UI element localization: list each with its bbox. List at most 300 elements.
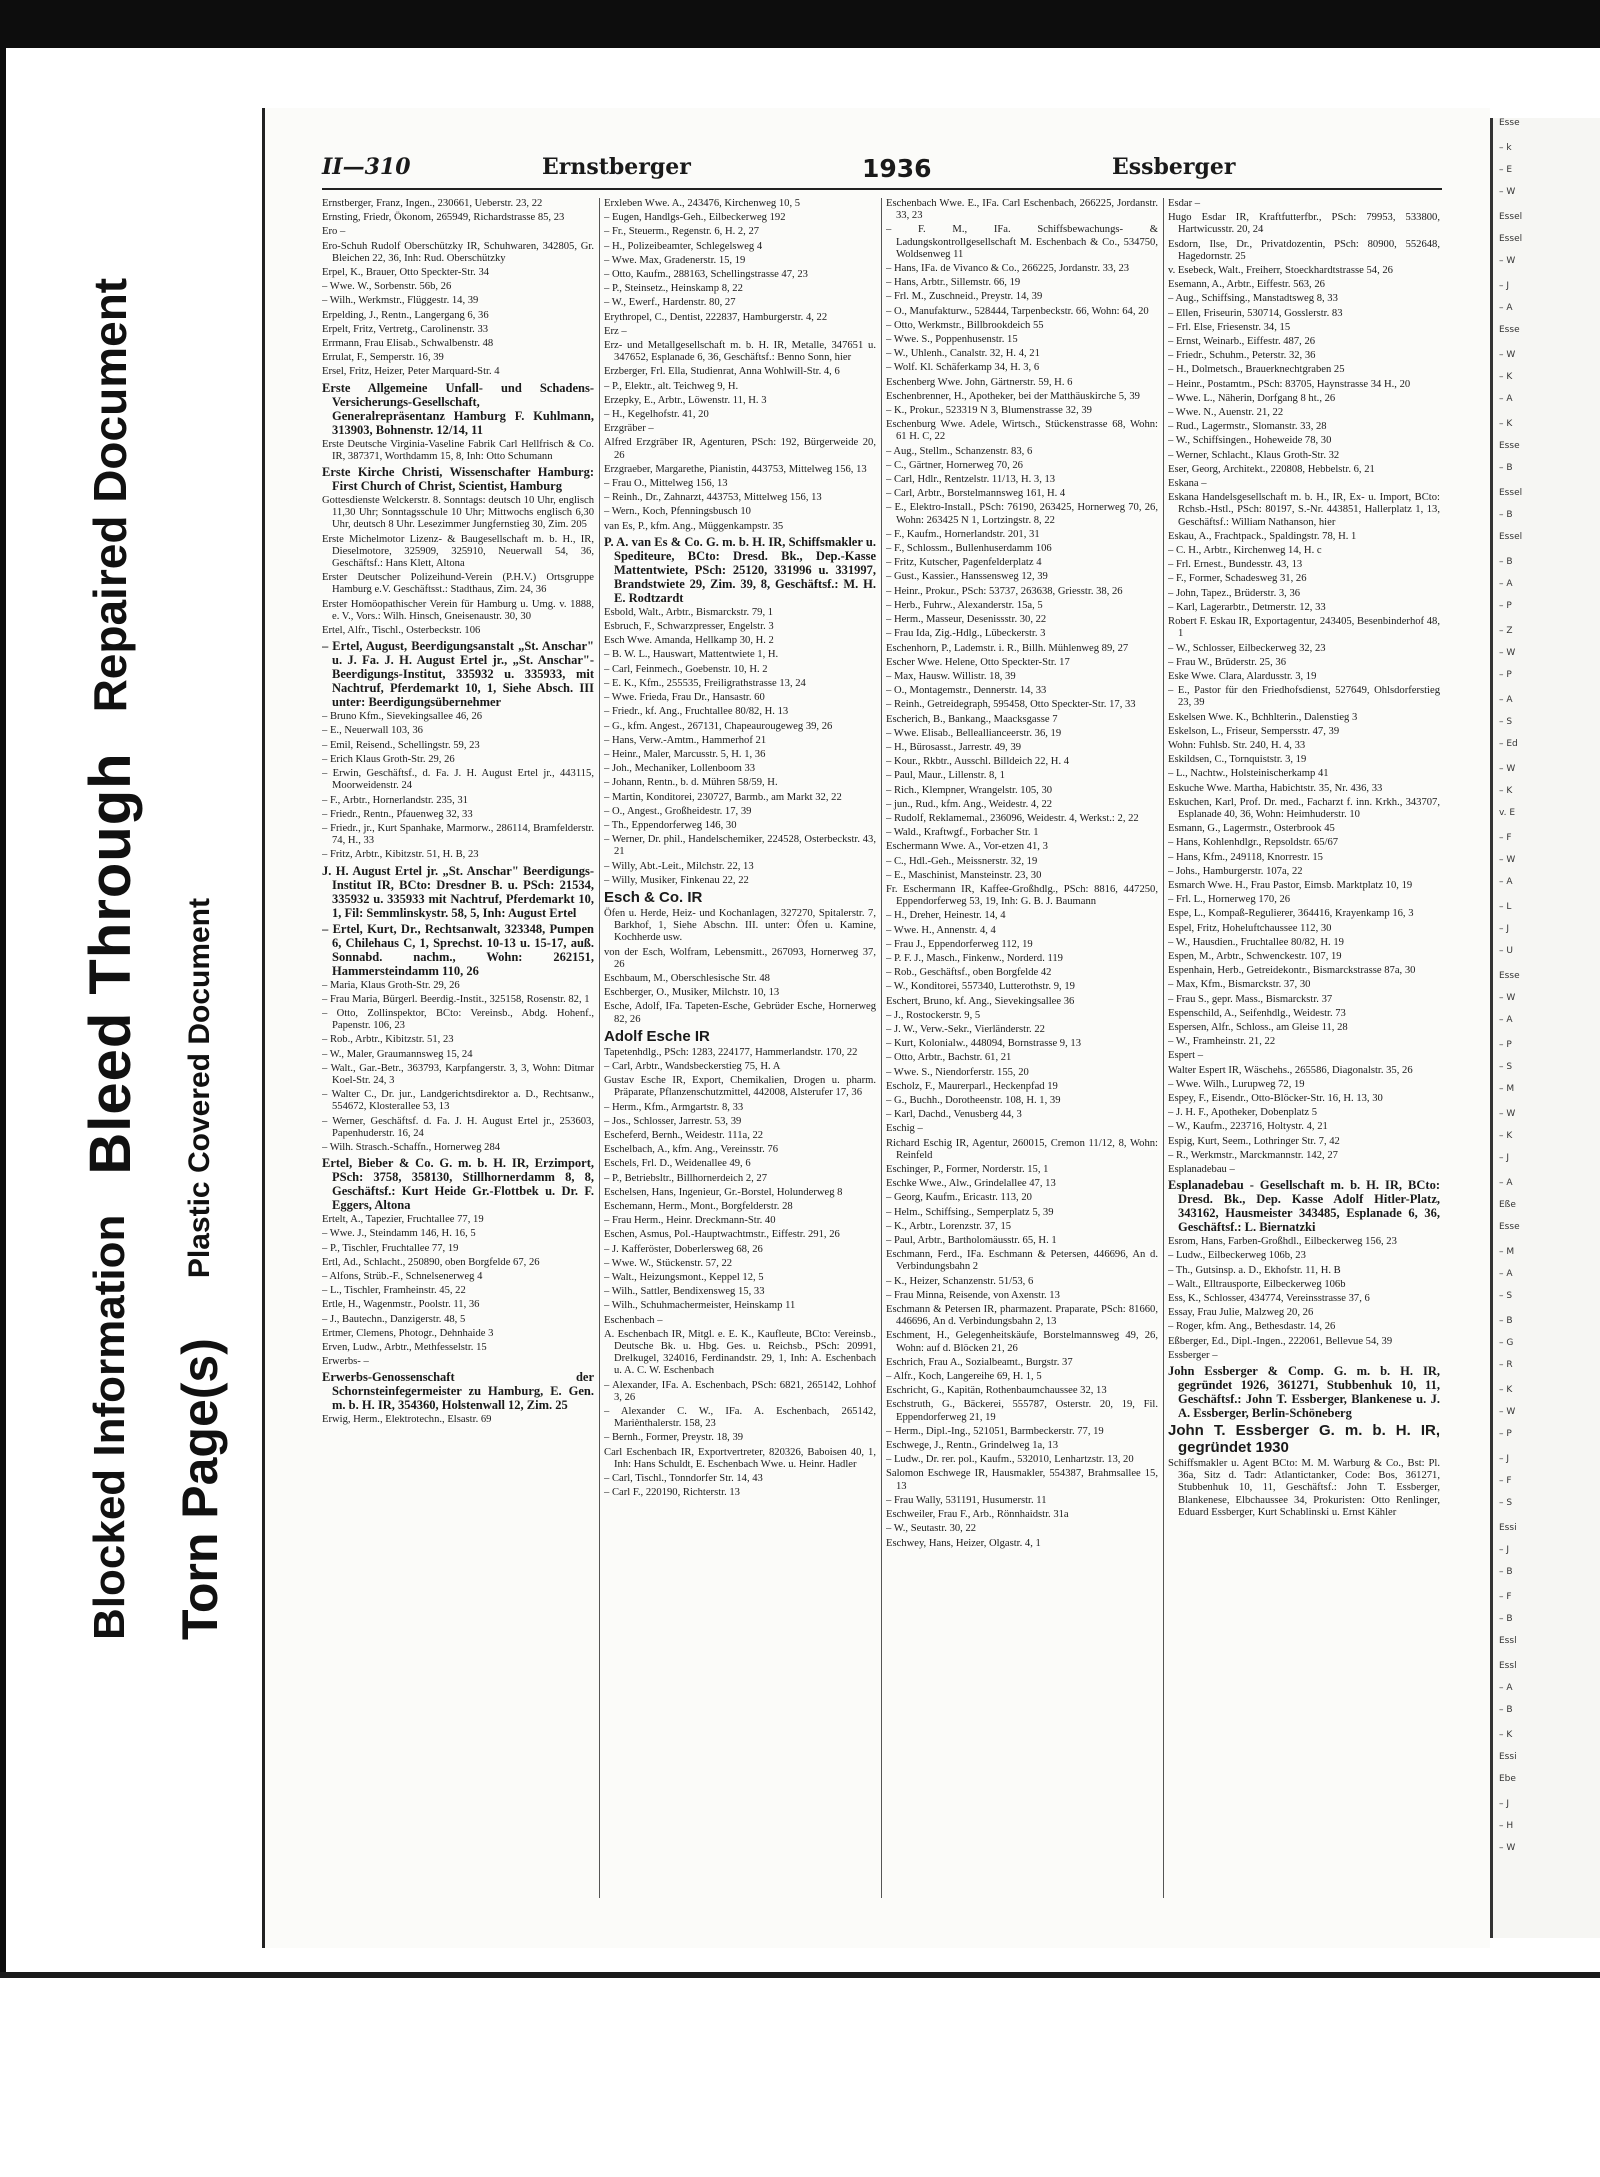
directory-entry: Espersen, Alfr., Schloss., am Gleise 11, 28 <box>1168 1021 1348 1033</box>
directory-entry: Esch & Co. IR <box>604 888 703 906</box>
directory-entry: Espe, L., Kompaß-Regulierer, 364416, Krayenkamp 16, 3 <box>1168 908 1414 920</box>
directory-entry: – Aug., Stellm., Schanzenstr. 83, 6 <box>886 445 1033 457</box>
directory-entry: Eschermann Wwe. A., Vor-etzen 41, 3 <box>886 841 1048 853</box>
neighbor-fragment-line: – K <box>1499 372 1513 382</box>
directory-entry: Erz – <box>604 325 627 337</box>
directory-entry: Eschment, H., Gelegenheitskäufe, Borstelmannsweg 49, 26, Wohn: auf d. Blöcken 21, 26 <box>886 1330 1158 1354</box>
directory-entry: Espig, Kurt, Seem., Lothringer Str. 7, 42 <box>1168 1135 1340 1147</box>
directory-entry: Essay, Frau Julie, Malzweg 20, 26 <box>1168 1307 1314 1319</box>
directory-entry: Erxleben Wwe. A., 243476, Kirchenweg 10, 5 <box>604 198 801 209</box>
directory-entry: – Carl, Tischl., Tonndorfer Str. 14, 43 <box>604 1473 763 1485</box>
directory-entry: Eschinger, P., Former, Norderstr. 15, 1 <box>886 1164 1049 1176</box>
directory-entry: – E., Pastor für den Friedhofsdienst, 527649, Ohlsdorferstieg 23, 39 <box>1168 685 1440 709</box>
neighbor-fragment-line: – J <box>1499 924 1510 934</box>
directory-entry: Erwig, Herm., Elektrotechn., Elsastr. 69 <box>322 1414 492 1426</box>
directory-entry: Eskelsen Wwe. K., Bchhlterin., Dalenstieg 3 <box>1168 711 1358 723</box>
directory-entry: Tapetenhdlg., PSch: 1283, 224177, Hammerlandstr. 170, 22 <box>604 1046 858 1058</box>
directory-entry: – H., Polizeibeamter, Schlegelsweg 4 <box>604 240 763 252</box>
directory-entry: Eschig – <box>886 1123 923 1135</box>
directory-entry: – Ertel, Kurt, Dr., Rechtsanwalt, 323348, Pumpen 6, Chilehaus C, 1, Sprechst. 10-13 u. 15-17, auß. Sonnabd. nachm., Wohn: 262151, Hammersteindamm 110, 26 <box>322 921 594 978</box>
directory-entry: Espenhain, Herb., Getreidekontr., Bismarckstrasse 87a, 30 <box>1168 965 1416 977</box>
directory-entry: – Rud., Lagermstr., Slomanstr. 33, 28 <box>1168 421 1327 433</box>
directory-entry: – Hans, Kfm., 249118, Knorrestr. 15 <box>1168 851 1323 863</box>
directory-entry: – Frau J., Eppendorferweg 112, 19 <box>886 938 1033 950</box>
directory-entry: – K., Heizer, Schanzenstr. 51/53, 6 <box>886 1275 1034 1287</box>
directory-entry: Eschert, Bruno, kf. Ang., Sievekingsallee 36 <box>886 995 1075 1007</box>
directory-entry: – Alfr., Koch, Langereihe 69, H. 1, 5 <box>886 1371 1042 1383</box>
neighbor-fragment-line: – F <box>1499 833 1512 843</box>
neighbor-fragment-line: – J <box>1499 281 1510 291</box>
directory-entry: Eschwey, Hans, Heizer, Olgastr. 4, 1 <box>886 1537 1041 1549</box>
directory-entry: Esplanadebau - Gesellschaft m. b. H. IR, BCto: Dresd. Bk., Dep. Kasse Adolf Hitler-Platz, 343162, Hausmeister 343485, Esplanade 6, 36, Geschäftsf.: L. Biernatzki <box>1168 1178 1440 1235</box>
neighbor-fragment-line: – J <box>1499 1545 1510 1555</box>
directory-entry: – Willy, Musiker, Finkenau 22, 22 <box>604 874 749 886</box>
directory-entry: Richard Eschig IR, Agentur, 260015, Cremon 11/12, 8, Wohn: Reinfeld <box>886 1137 1158 1161</box>
neighbor-fragment-line: – W <box>1499 648 1516 658</box>
directory-entry: Errmann, Frau Elisab., Schwalbenstr. 48 <box>322 338 494 350</box>
directory-entry: Esdar – <box>1168 198 1201 209</box>
scan-top-band <box>0 0 1600 48</box>
condition-labels <box>60 140 240 1640</box>
neighbor-fragment-line: Essi <box>1499 1752 1517 1762</box>
directory-entry: – Frau Ida, Zig.-Hdlg., Lübeckerstr. 3 <box>886 628 1046 640</box>
directory-entry: – Bernh., Former, Preystr. 18, 39 <box>604 1432 744 1444</box>
directory-entry: – Werner, Geschäftsf. d. Fa. J. H. August Ertel jr., 253603, Papenhuderstr. 16, 24 <box>322 1115 594 1139</box>
header-rule <box>322 188 1442 190</box>
directory-entry: – F., Schlossm., Bullenhuserdamm 106 <box>886 543 1052 555</box>
neighbor-fragment-line: – W <box>1499 764 1516 774</box>
directory-entry: Escheferd, Bernh., Weidestr. 111a, 22 <box>604 1129 764 1141</box>
neighbor-fragment-line: – A <box>1499 1269 1513 1279</box>
neighbor-fragment-line: Essl <box>1499 1636 1517 1646</box>
directory-entry: Espen, M., Arbtr., Schwenckestr. 107, 19 <box>1168 950 1342 962</box>
neighbor-fragment-line: – W <box>1499 993 1516 1003</box>
directory-entry: – Frau O., Mittelweg 156, 13 <box>604 478 728 490</box>
directory-entry: – K., Arbtr., Lorenzstr. 37, 15 <box>886 1220 1012 1232</box>
directory-entry: – Wwe. S., Niendorferstr. 155, 20 <box>886 1066 1029 1078</box>
neighbor-fragment-line: – G <box>1499 1338 1514 1348</box>
directory-entry: – Gust., Kassier., Hanssensweg 12, 39 <box>886 571 1048 583</box>
neighbor-fragment-line: – W <box>1499 855 1516 865</box>
directory-entry: Ess, K., Schlosser, 434774, Vereinsstrasse 37, 6 <box>1168 1293 1370 1305</box>
directory-entry: – J., Bautechn., Danzigerstr. 48, 5 <box>322 1313 466 1325</box>
directory-entry: Erzgraeber, Margarethe, Pianistin, 443753, Mittelweg 156, 13 <box>604 463 867 475</box>
directory-entry: Esch Wwe. Amanda, Hellkamp 30, H. 2 <box>604 635 774 647</box>
directory-entry: – Frl. Else, Friesenstr. 34, 15 <box>1168 321 1291 333</box>
directory-entry: Schiffsmakler u. Agent BCto: M. M. Warburg & Co., Bst: Pl. 36a, Sitz d. Tadr: Atlantictanker, Code: Bos, 361271, Stubbenhuk 10, 11, Geschäftsf.: John T. Essberger, Blankenese, Elbchaussee 34, Prokuristen: Otto Renlinger, Eduard Essberger, Kurt Schablinski u. Ernst Kähler <box>1168 1458 1440 1518</box>
directory-entry: Erste Deutsche Virginia-Vaseline Fabrik Carl Hellfrisch & Co. IR, 387371, Worthdamm 15, 8, Inh: Otto Schumann <box>322 438 594 462</box>
neighbor-fragment-line: – K <box>1499 786 1513 796</box>
directory-entry: – Joh., Mechaniker, Lollenboom 33 <box>604 763 756 775</box>
directory-entry: – Herm., Masseur, Desenissstr. 30, 22 <box>886 614 1047 626</box>
neighbor-fragment-line: – A <box>1499 1683 1513 1693</box>
directory-entry: – H., Dreher, Heinestr. 14, 4 <box>886 910 1006 922</box>
directory-entry: – O., Angest., Großheidestr. 17, 39 <box>604 805 752 817</box>
directory-entry: – W., Kaufm., 223716, Holtystr. 4, 21 <box>1168 1121 1328 1133</box>
directory-entry: – Herb., Fuhrw., Alexanderstr. 15a, 5 <box>886 599 1043 611</box>
directory-entry: – Reinh., Getreidegraph, 595458, Otto Speckter-Str. 17, 33 <box>886 699 1136 711</box>
directory-entry: – W., Schlosser, Eilbeckerweg 32, 23 <box>1168 642 1326 654</box>
directory-columns <box>322 198 1442 1898</box>
directory-entry: Esche, Adolf, IFa. Tapeten-Esche, Gebrüder Esche, Hornerweg 82, 26 <box>604 1001 876 1025</box>
neighbor-fragment-line: – K <box>1499 419 1513 429</box>
directory-entry: – H., Dolmetsch., Brauerknechtgraben 25 <box>1168 364 1345 376</box>
directory-entry: – Frl. Ernest., Bundesstr. 43, 13 <box>1168 559 1303 571</box>
blocked-information-label: Blocked Information <box>85 1214 134 1640</box>
directory-entry: Erpelt, Fritz, Vertretg., Carolinenstr. 33 <box>322 323 489 335</box>
column-divider <box>599 198 600 1898</box>
directory-entry: – Ellen, Friseurin, 530714, Gosslerstr. 83 <box>1168 307 1343 319</box>
directory-entry: – Hans, Arbtr., Sillemstr. 66, 19 <box>886 277 1021 289</box>
directory-entry: Eske Wwe. Clara, Alardusstr. 3, 19 <box>1168 670 1317 682</box>
directory-entry: Eschenburg Wwe. Adele, Wirtsch., Stückenstrasse 68, Wohn: 61 H. C, 22 <box>886 419 1158 443</box>
directory-entry: – Heinr., Prokur., PSch: 53737, 263638, Griesstr. 38, 26 <box>886 585 1123 597</box>
directory-entry: von der Esch, Wolfram, Lebensmitt., 267093, Hornerweg 37, 26 <box>604 946 876 970</box>
directory-entry: – Jos., Schlosser, Jarrestr. 53, 39 <box>604 1115 742 1127</box>
directory-entry: – Frau Herm., Heinr. Dreckmann-Str. 40 <box>604 1215 776 1227</box>
neighbor-fragment-line: Essel <box>1499 212 1523 222</box>
directory-entry: Esbruch, F., Schwarzpresser, Engelstr. 3 <box>604 621 774 633</box>
directory-entry: – Fritz, Kutscher, Pagenfelderplatz 4 <box>886 557 1042 569</box>
directory-entry: Ernstberger, Franz, Ingen., 230661, Ueberstr. 23, 22 <box>322 198 543 209</box>
neighbor-fragment-line: – B <box>1499 1316 1513 1326</box>
directory-entry: – C., Gärtner, Hornerweg 70, 26 <box>886 459 1023 471</box>
neighbor-fragment-line: – H <box>1499 1821 1514 1831</box>
neighbor-fragment-line: – U <box>1499 946 1513 956</box>
directory-entry: – P., Elektr., alt. Teichweg 9, H. <box>604 380 739 392</box>
directory-entry: Eskildsen, C., Tornquiststr. 3, 19 <box>1168 754 1307 766</box>
directory-entry: Eskau, A., Frachtpack., Spaldingstr. 78, H. 1 <box>1168 530 1357 542</box>
directory-entry: Eßberger, Ed., Dipl.-Ingen., 222061, Bellevue 54, 39 <box>1168 1335 1393 1347</box>
directory-entry: – Frl. M., Zuschneid., Preystr. 14, 39 <box>886 291 1043 303</box>
directory-entry: Eschemann, Herm., Mont., Borgfelderstr. 28 <box>604 1201 793 1212</box>
directory-entry: – W., Hausdien., Fruchtallee 80/82, H. 19 <box>1168 936 1344 948</box>
neighbor-fragment-line: Eße <box>1499 1200 1516 1210</box>
directory-entry: – Walt., Elltrausporte, Eilbeckerweg 106b <box>1168 1278 1346 1290</box>
directory-entry: – Emil, Reisend., Schellingstr. 59, 23 <box>322 739 480 751</box>
directory-entry: Erven, Ludw., Arbtr., Methfesselstr. 15 <box>322 1341 487 1353</box>
directory-entry: – E. K., Kfm., 255535, Freiligrathstrasse 13, 24 <box>604 677 806 689</box>
neighbor-fragment-line: – B <box>1499 557 1513 567</box>
directory-entry: Espenschild, A., Seifenhdlg., Weidestr. 73 <box>1168 1007 1346 1019</box>
condition-row-2 <box>160 140 240 1640</box>
directory-entry: – Carl, Arbtr., Wandsbeckerstieg 75, H. A <box>604 1060 781 1072</box>
directory-entry: – Karl, Dachd., Venusberg 44, 3 <box>886 1109 1022 1121</box>
directory-entry: Erste Michelmotor Lizenz- & Baugesellschaft m. b. H., IR, Dieselmotore, 325909, 325910, Neuerwall 54, 36, Geschäftsf.: Hans Klett, Altona <box>322 533 594 570</box>
directory-entry: P. A. van Es & Co. G. m. b. H. IR, Schiffsmakler u. Spediteure, BCto: Dresd. Bk., Dep.-Kasse Mattentwiete, PSch: 25120, 331996 u. 331997, Brandstwiete 29, Zim. 39, 8, Geschäftsf.: M. H. E. Rodtzardt <box>604 534 876 605</box>
directory-entry: – John, Tapez., Brüderstr. 3, 36 <box>1168 587 1301 599</box>
directory-entry: – W., Seutastr. 30, 22 <box>886 1523 977 1535</box>
directory-entry: Adolf Esche IR <box>604 1027 710 1045</box>
directory-entry: Erster Deutscher Polizeihund-Verein (P.H.V.) Ortsgruppe Hamburg e.V. Geschäftsst.: Stadthaus, Zim. 24, 36 <box>322 572 594 596</box>
directory-entry: – C. H., Arbtr., Kirchenweg 14, H. c <box>1168 545 1322 557</box>
neighbor-fragment-line: – J <box>1499 1153 1510 1163</box>
directory-entry: – Kurt, Kolonialw., 448094, Bornstrasse 9, 13 <box>886 1038 1081 1050</box>
directory-entry: Eschmann & Petersen IR, pharmazent. Praparate, PSch: 81660, 446696, An d. Verbindungsbahn 2, 13 <box>886 1304 1158 1328</box>
directory-entry: Erythropel, C., Dentist, 222837, Hamburgerstr. 4, 22 <box>604 311 828 323</box>
neighbor-fragment-line: – W <box>1499 256 1516 266</box>
neighbor-fragment-line: – K <box>1499 1131 1513 1141</box>
neighbor-fragment-line: – A <box>1499 303 1513 313</box>
directory-entry: Eschenberg Wwe. John, Gärtnerstr. 59, H. 6 <box>886 376 1073 388</box>
directory-entry: – Otto, Zollinspektor, BCto: Vereinsb., Abdg. Hohenf., Papenstr. 106, 23 <box>322 1007 594 1032</box>
directory-entry: Erste Kirche Christi, Wissenschafter Hamburg: First Church of Christ, Scientist, Hamburg <box>322 465 594 494</box>
directory-entry: – Hans, Kohlenhdlgr., Repsoldstr. 65/67 <box>1168 837 1339 849</box>
directory-entry: – Wilh. Strasch.-Schaffn., Hornerweg 284 <box>322 1141 501 1153</box>
directory-entry: Eschenbrenner, H., Apotheker, bei der Matthäuskirche 5, 39 <box>886 390 1140 402</box>
column-1 <box>322 198 594 1898</box>
column-divider <box>1163 198 1164 1898</box>
directory-entry: – L., Tischler, Framheinstr. 45, 22 <box>322 1285 466 1297</box>
directory-entry: – Erich Klaus Groth-Str. 29, 26 <box>322 753 455 765</box>
neighbor-fragment-line: Ebe <box>1499 1774 1516 1784</box>
directory-entry: Esmarch Wwe. H., Frau Pastor, Eimsb. Marktplatz 10, 19 <box>1168 879 1413 891</box>
directory-entry: van Es, P., kfm. Ang., Müggenkampstr. 35 <box>604 520 784 532</box>
directory-entry: – Eugen, Handlgs-Geh., Eilbeckerweg 192 <box>604 212 786 224</box>
directory-entry: Ersel, Fritz, Heizer, Peter Marquard-Str. 4 <box>322 366 500 378</box>
directory-entry: Esmann, G., Lagermstr., Osterbrook 45 <box>1168 823 1335 835</box>
directory-entry: – F. M., IFa. Schiffsbewachungs- & Ladungskontrollgesellschaft M. Eschenbach & Co., 534750, Woldsenweg 11 <box>886 224 1158 260</box>
directory-entry: Eschrich, Frau A., Sozialbeamt., Burgstr. 37 <box>886 1356 1073 1368</box>
directory-entry: – P. F. J., Masch., Finkenw., Norderd. 119 <box>886 952 1063 964</box>
directory-entry: John Essberger & Comp. G. m. b. H. IR, gegründet 1926, 361271, Stubbenhuk 10, 11, Geschäftsf.: John T. Essberger, Blankenese u. J. A. Essberger, Berlin-Schöneberg <box>1168 1364 1440 1421</box>
directory-entry: – Otto, Werkmstr., Billbrookdeich 55 <box>886 319 1044 331</box>
directory-entry: – Wwe. L., Näherin, Dorfgang 8 ht., 26 <box>1168 392 1336 404</box>
directory-entry: – Rudolf, Reklamemal., 236096, Weidestr. 4, Werkst.: 2, 22 <box>886 812 1139 824</box>
neighbor-fragment-line: – Z <box>1499 626 1513 636</box>
directory-entry: Eschen, Asmus, Pol.-Hauptwachtmstr., Eiffestr. 291, 26 <box>604 1229 840 1241</box>
column-divider <box>881 198 882 1898</box>
directory-entry: Eskuche Wwe. Martha, Habichtstr. 35, Nr. 436, 33 <box>1168 782 1383 794</box>
neighbor-fragment-line: – W <box>1499 1843 1516 1853</box>
directory-entry: – Wwe. N., Auenstr. 21, 22 <box>1168 407 1284 419</box>
directory-entry: – Frau Maria, Bürgerl. Beerdig.-Instit., 325158, Rosenstr. 82, 1 <box>322 993 590 1005</box>
directory-entry: J. H. August Ertel jr. „St. Anschar" Beerdigungs-Institut IR, BCto: Dresdner B. u. PSch: 21534, 335932 u. 335933 mit Nachtruf, Pferdemarkt 10, 1, Fil: Semmlinskystr. 58, 5, Inh: August Ertel <box>322 863 594 920</box>
directory-entry: Erwerbs- – <box>322 1356 369 1368</box>
directory-entry: – Wilh., Werkmstr., Flüggestr. 14, 39 <box>322 295 479 307</box>
directory-entry: – J. H. F., Apotheker, Dobenplatz 5 <box>1168 1107 1318 1119</box>
directory-entry: Salomon Eschwege IR, Hausmakler, 554387, Brahmsallee 15, 13 <box>886 1468 1158 1492</box>
neighbor-page-fragment <box>1490 118 1600 1938</box>
neighbor-fragment-line: Esse <box>1499 441 1520 451</box>
directory-entry: – Wwe. Wilh., Lurupweg 72, 19 <box>1168 1078 1305 1090</box>
directory-entry: – W., Framheinstr. 21, 22 <box>1168 1036 1276 1048</box>
directory-entry: Escherich, B., Bankang., Maacksgasse 7 <box>886 713 1058 725</box>
neighbor-fragment-line: – B <box>1499 510 1513 520</box>
neighbor-fragment-line: – S <box>1499 1062 1513 1072</box>
directory-entry: – Alfons, Strüb.-F., Schnelsenerweg 4 <box>322 1270 483 1282</box>
directory-entry: – Herm., Dipl.-Ing., 521051, Barmbeckerstr. 77, 19 <box>886 1425 1104 1437</box>
directory-entry: – Wern., Koch, Pfenningsbusch 10 <box>604 506 751 518</box>
directory-entry: – E., Neuerwall 103, 36 <box>322 725 423 737</box>
directory-entry: – Roger, kfm. Ang., Bethesdastr. 14, 26 <box>1168 1321 1336 1333</box>
directory-entry: – Heinr., Maler, Marcusstr. 5, H. 1, 36 <box>604 748 766 760</box>
directory-entry: – Walt., Gar.-Betr., 363793, Karpfangerstr. 3, 3, Wohn: Ditmar Koel-Str. 24, 3 <box>322 1062 594 1086</box>
neighbor-fragment-line: – M <box>1499 1084 1515 1094</box>
directory-entry: – Helm., Schiffsing., Semperplatz 5, 39 <box>886 1206 1054 1218</box>
directory-entry: Erzberger, Frl. Ella, Studienrat, Anna Wohlwill-Str. 4, 6 <box>604 366 840 378</box>
neighbor-fragment-line: – L <box>1499 902 1512 912</box>
directory-entry: Ertl, Ad., Schlacht., 250890, oben Borgfelde 67, 26 <box>322 1256 540 1268</box>
directory-entry: – Rob., Arbtr., Kibitzstr. 51, 23 <box>322 1034 454 1046</box>
neighbor-fragment-line: – K <box>1499 1385 1513 1395</box>
directory-entry: – Carl F., 220190, Richterstr. 13 <box>604 1487 740 1499</box>
directory-entry: Eschke Wwe., Alw., Grindelallee 47, 13 <box>886 1178 1056 1190</box>
directory-entry: Escholz, F., Maurerparl., Heckenpfad 19 <box>886 1080 1058 1092</box>
neighbor-fragment-line: – J <box>1499 1454 1510 1464</box>
directory-entry: – Fr., Steuerm., Regenstr. 6, H. 2, 27 <box>604 226 760 238</box>
directory-entry: – Otto, Kaufm., 288163, Schellingstrasse 47, 23 <box>604 269 808 281</box>
directory-entry: – P., Betriebsltr., Billhornerdeich 2, 27 <box>604 1172 768 1184</box>
directory-entry: – Th., Gutsinsp. a. D., Ekhofstr. 11, H. B <box>1168 1264 1341 1276</box>
directory-entry: Escher Wwe. Helene, Otto Speckter-Str. 17 <box>886 656 1070 668</box>
neighbor-fragment-line: – W <box>1499 350 1516 360</box>
directory-entry: – P., Steinsetz., Heinskamp 8, 22 <box>604 283 743 295</box>
directory-entry: – Werner, Schlacht., Klaus Groth-Str. 32 <box>1168 449 1340 461</box>
directory-entry: Esplanadebau – <box>1168 1164 1235 1176</box>
directory-entry: – Frau W., Brüderstr. 25, 36 <box>1168 656 1286 668</box>
directory-entry: – J. Kafferöster, Doberlersweg 68, 26 <box>604 1243 763 1255</box>
directory-entry: – Friedr., kf. Ang., Fruchtallee 80/82, H. 13 <box>604 706 789 718</box>
directory-entry: – H., Kegelhofstr. 41, 20 <box>604 409 709 421</box>
directory-entry: – Bruno Kfm., Sievekingsallee 46, 26 <box>322 711 483 723</box>
neighbor-fragment-line: – A <box>1499 394 1513 404</box>
neighbor-fragment-line: – S <box>1499 717 1513 727</box>
directory-entry: – Rob., Geschäftsf., oben Borgfelde 42 <box>886 967 1052 979</box>
directory-entry: – Otto, Arbtr., Bachstr. 61, 21 <box>886 1052 1012 1064</box>
plastic-covered-label: Plastic Covered Document <box>183 897 216 1279</box>
directory-entry: – Johann, Rentn., b. d. Mühren 58/59, H. <box>604 777 778 789</box>
neighbor-fragment-line: – J <box>1499 1799 1510 1809</box>
neighbor-fragment-line: Esse <box>1499 1222 1520 1232</box>
directory-entry: Espel, Fritz, Hoheluftchaussee 112, 30 <box>1168 922 1332 934</box>
neighbor-fragment-line: – B <box>1499 1567 1513 1577</box>
directory-entry: Ero – <box>322 226 346 238</box>
directory-entry: – Friedr., Rentn., Pfauenweg 32, 33 <box>322 808 473 820</box>
directory-entry: – Friedr., jr., Kurt Spanhake, Marmorw., 286114, Bramfelderstr. 74, H., 33 <box>322 822 594 847</box>
directory-entry: – Ernst, Weinarb., Eiffestr. 487, 26 <box>1168 336 1316 348</box>
neighbor-fragment-line: – B <box>1499 463 1513 473</box>
directory-entry: Eschenbach – <box>604 1314 663 1326</box>
neighbor-fragment-line: Essel <box>1499 234 1523 244</box>
directory-entry: Ertle, H., Wagenmstr., Poolstr. 11, 36 <box>322 1299 480 1311</box>
column-4 <box>1168 198 1440 1898</box>
neighbor-fragment-line: Essel <box>1499 488 1523 498</box>
bleed-through-label: Bleed Through <box>77 752 143 1175</box>
directory-entry: Eschberger, O., Musiker, Milchstr. 10, 13 <box>604 987 780 999</box>
directory-entry: – Karl, Lagerarbtr., Detmerstr. 12, 33 <box>1168 601 1326 613</box>
directory-entry: – Ludw., Dr. rer. pol., Kaufm., 532010, Lenhartzstr. 13, 20 <box>886 1454 1134 1466</box>
directory-entry: Eskana – <box>1168 478 1207 490</box>
directory-entry: – Wwe. Max, Gradenerstr. 15, 19 <box>604 254 746 266</box>
neighbor-fragment-line: – F <box>1499 1592 1512 1602</box>
directory-entry: – H., Bürosasst., Jarrestr. 49, 39 <box>886 741 1022 753</box>
neighbor-fragment-line: – B <box>1499 1705 1513 1715</box>
directory-entry: Eschweiler, Frau F., Arb., Rönnhaidstr. 31a <box>886 1509 1069 1521</box>
directory-entry: Carl Eschenbach IR, Exportvertreter, 820326, Baboisen 40, 1, Inh: Hans Schuldt, E. Eschenbach Wwe. u. Heinr. Hadler <box>604 1446 876 1470</box>
directory-entry: Eschenbach Wwe. E., IFa. Carl Eschenbach, 266225, Jordanstr. 33, 23 <box>886 198 1158 222</box>
directory-entry: – B. W. L., Hauswart, Mattentwiete 1, H. <box>604 649 779 661</box>
directory-entry: Eschbaum, M., Oberschlesische Str. 48 <box>604 972 770 984</box>
directory-entry: Hugo Esdar IR, Kraftfutterfbr., PSch: 79953, 533800, Hartwicusstr. 20, 24 <box>1168 212 1440 236</box>
neighbor-fragment-line: – F <box>1499 1476 1512 1486</box>
neighbor-fragment-line: – A <box>1499 579 1513 589</box>
directory-entry: – Wwe. H., Annenstr. 4, 4 <box>886 924 996 936</box>
directory-entry: – R., Werkmstr., Marckmannstr. 142, 27 <box>1168 1149 1338 1161</box>
directory-entry: – Heinr., Postamtm., PSch: 83705, Haynstrasse 34 H., 20 <box>1168 378 1411 390</box>
directory-entry: Eskuchen, Karl, Prof. Dr. med., Facharzt f. inn. Krkh., 343707, Esplanade 40, 36, Wohn: Heimhuderstr. 10 <box>1168 796 1440 820</box>
directory-page <box>322 152 1442 1912</box>
directory-entry: – Wolf. Kl. Schäferkamp 34, H. 3, 6 <box>886 362 1040 374</box>
directory-entry: – Wwe. J., Steindamm 146, H. 16, 5 <box>322 1228 476 1240</box>
scan-bottom-band <box>0 1972 1600 1978</box>
neighbor-fragment-line: – K <box>1499 1730 1513 1740</box>
directory-entry: Espert – <box>1168 1050 1204 1062</box>
directory-entry: – Carl, Hdlr., Rentzelstr. 11/13, H. 3, 13 <box>886 474 1056 486</box>
directory-entry: Eschelbach, A., kfm. Ang., Vereinsstr. 76 <box>604 1144 778 1156</box>
directory-entry: Esrom, Hans, Farben-Großhdl., Eilbeckerweg 156, 23 <box>1168 1236 1397 1248</box>
header-right-word: Essberger <box>1112 154 1236 180</box>
directory-entry: Fr. Eschermann IR, Kaffee-Großhdlg., PSch: 8816, 447250, Eppendorferweg 53, 19, Inh: G. B. J. Baumann <box>886 883 1158 908</box>
column-2 <box>604 198 876 1898</box>
directory-entry: Erste Allgemeine Unfall- und Schadens-Versicherungs-Gesellschaft, Generalrepräsentanz Hamburg F. Kuhlmann, 313903, Bohnenstr. 12/14, 11 <box>322 380 594 437</box>
directory-entry: – Reinh., Dr., Zahnarzt, 443753, Mittelweg 156, 13 <box>604 492 822 504</box>
directory-entry: – Max, Kfm., Bismarckstr. 37, 30 <box>1168 979 1311 991</box>
neighbor-fragment-line: – R <box>1499 1360 1513 1370</box>
directory-entry: – Friedr., Schuhm., Peterstr. 32, 36 <box>1168 350 1316 362</box>
directory-entry: Erz- und Metallgesellschaft m. b. H. IR, Metalle, 347651 u. 347652, Esplanade 6, 36, Geschäftsf.: Benno Sonn, hier <box>604 340 876 364</box>
directory-entry: – Ludw., Eilbeckerweg 106b, 23 <box>1168 1250 1306 1262</box>
directory-entry: Eschricht, G., Kapitän, Rothenbaumchaussee 32, 13 <box>886 1385 1107 1397</box>
directory-entry: – W., Konditorei, 557340, Lutterothstr. 9, 19 <box>886 981 1075 993</box>
directory-entry: – Willy, Abt.-Leit., Milchstr. 22, 13 <box>604 860 754 872</box>
directory-entry: – F., Arbtr., Hornerlandstr. 235, 31 <box>322 794 468 806</box>
header-left-word: Ernstberger <box>542 154 691 180</box>
directory-entry: – E., Maschinist, Mansteinstr. 23, 30 <box>886 869 1042 881</box>
directory-entry: – Alexander C. W., IFa. A. Eschenbach, 265142, Mariènthalerstr. 158, 23 <box>604 1406 876 1430</box>
neighbor-fragment-line: Essi <box>1499 1523 1517 1533</box>
neighbor-fragment-line: Essl <box>1499 1661 1517 1671</box>
neighbor-fragment-line: – E <box>1499 165 1513 175</box>
directory-entry: Öfen u. Herde, Heiz- und Kochanlagen, 327270, Spitalerstr. 7, Barkhof, 1, Siehe Abschn. III. unter: Öfen u. Kamine, Kochherde usw. <box>604 907 876 944</box>
directory-entry: – Hans, IFa. de Vivanco & Co., 266225, Jordanstr. 33, 23 <box>886 263 1130 275</box>
directory-entry: – Paul, Maur., Lillenstr. 8, 1 <box>886 770 1005 782</box>
directory-entry: Espey, F., Eisendr., Otto-Blöcker-Str. 16, H. 13, 30 <box>1168 1093 1383 1104</box>
directory-entry: Esemann, A., Arbtr., Eiffestr. 563, 26 <box>1168 279 1325 291</box>
directory-entry: Eschwege, J., Rentn., Grindelweg 1a, 13 <box>886 1440 1059 1452</box>
neighbor-fragment-line: – M <box>1499 1247 1515 1257</box>
directory-entry: – J. W., Verw.-Sekr., Vierländerstr. 22 <box>886 1023 1045 1035</box>
neighbor-fragment-line: – A <box>1499 695 1513 705</box>
directory-entry: – Herm., Kfm., Armgartstr. 8, 33 <box>604 1101 744 1113</box>
directory-entry: Erzepky, E., Arbtr., Löwenstr. 11, H. 3 <box>604 394 767 406</box>
directory-entry: Erpel, K., Brauer, Otto Speckter-Str. 34 <box>322 267 490 279</box>
directory-entry: – Carl, Arbtr., Borstelmannsweg 161, H. 4 <box>886 488 1066 500</box>
directory-entry: – F., Former, Schadesweg 31, 26 <box>1168 573 1307 585</box>
directory-entry: Eschstruth, G., Bäckerei, 555787, Osterstr. 20, 19, Fil. Eppendorferweg 21, 19 <box>886 1399 1158 1423</box>
directory-entry: Esbold, Walt., Arbtr., Bismarckstr. 79, 1 <box>604 606 774 618</box>
directory-entry: – F., Kaufm., Hornerlandstr. 201, 31 <box>886 528 1040 540</box>
neighbor-fragment-line: – W <box>1499 187 1516 197</box>
directory-entry: – O., Manufakturw., 528444, Tarpenbeckstr. 66, Wohn: 64, 20 <box>886 305 1149 317</box>
neighbor-fragment-line: Esse <box>1499 325 1520 335</box>
directory-entry: – Fritz, Arbtr., Kibitzstr. 51, H. B, 23 <box>322 849 479 861</box>
column-3 <box>886 198 1158 1898</box>
directory-entry: – Erwin, Geschäftsf., d. Fa. J. H. August Ertel jr., 443115, Moorweidenstr. 24 <box>322 768 594 792</box>
directory-entry: – W., Maler, Graumannsweg 15, 24 <box>322 1048 473 1060</box>
directory-entry: – G., Buchh., Dorotheenstr. 108, H. 1, 39 <box>886 1095 1061 1106</box>
directory-entry: – Th., Eppendorferweg 146, 30 <box>604 819 737 831</box>
